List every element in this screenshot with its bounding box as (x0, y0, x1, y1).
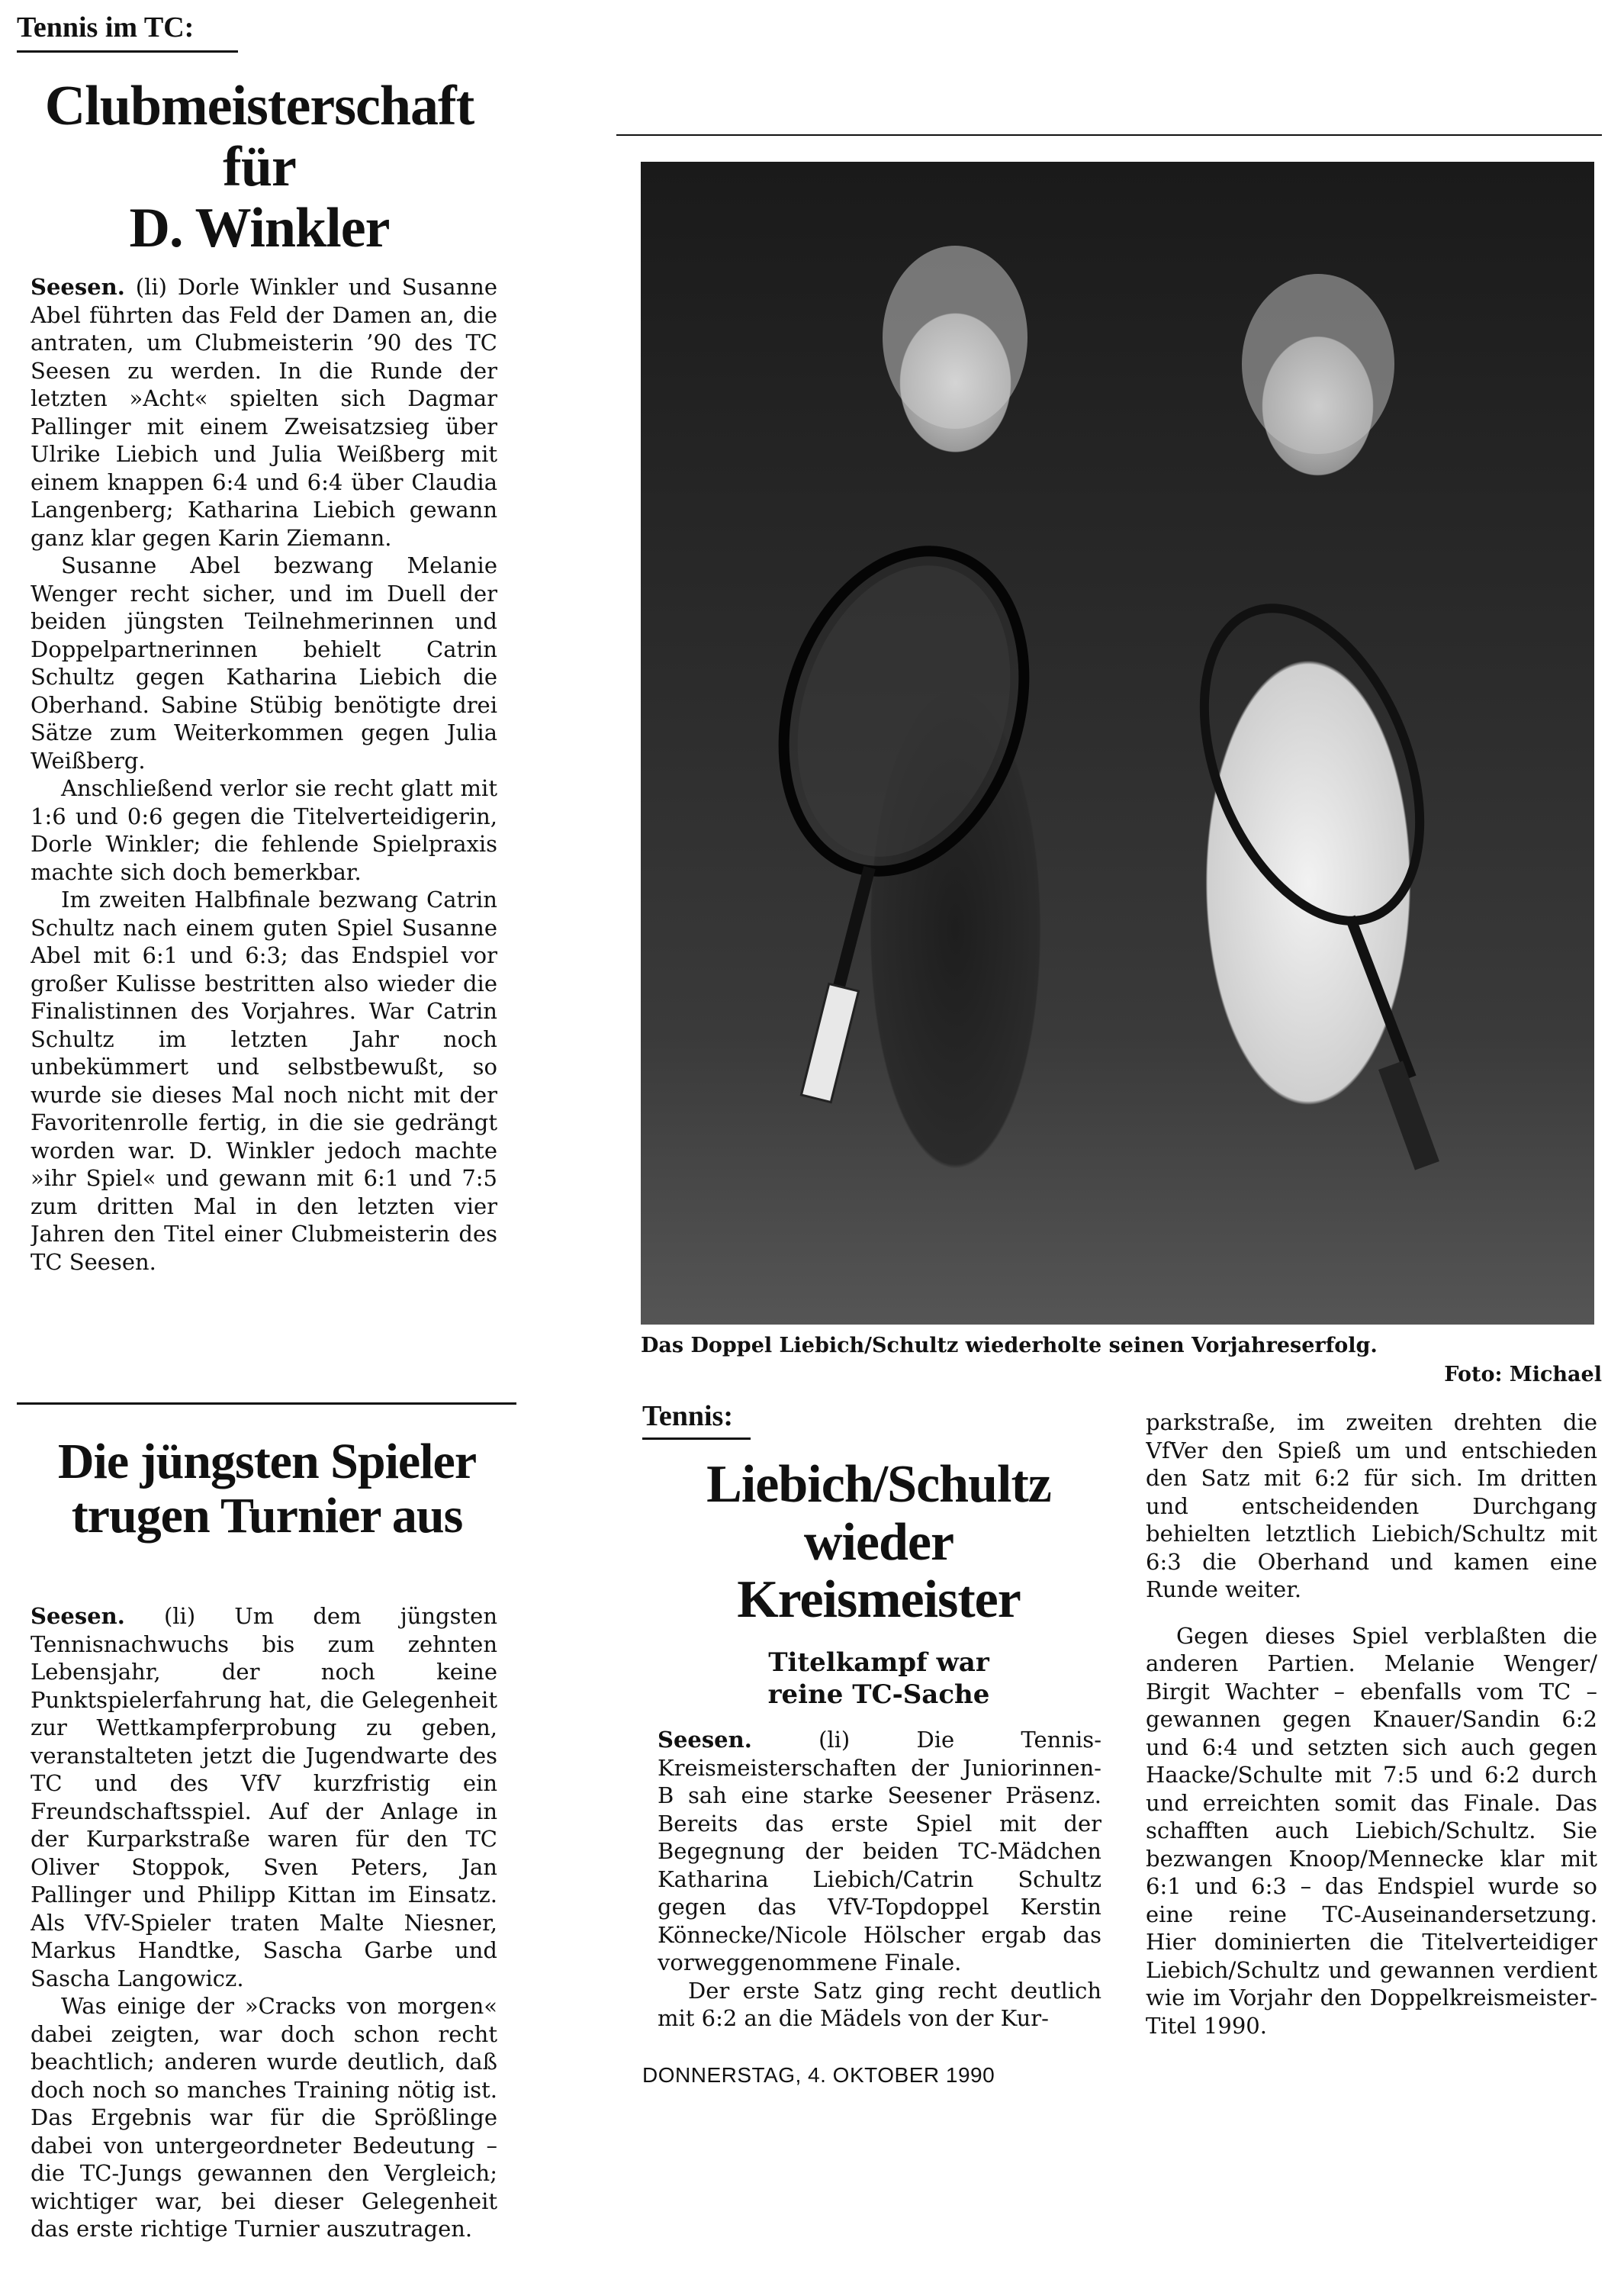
article1-headline (8, 76, 511, 259)
article3-kicker-text: Tennis: (642, 1400, 733, 1432)
photo-illustration-icon (641, 162, 1594, 1325)
article1-headline-line1: Clubmeisterschaft (44, 75, 474, 137)
article3-dateline: Seesen. (658, 1727, 752, 1753)
article1-kicker (17, 11, 238, 53)
article3-headline-line2: wieder (803, 1512, 954, 1572)
tennis-photo (641, 162, 1594, 1325)
article1-paragraph: Im zweiten Halbfinale bezwang Catrin Schultz nach einem guten Spiel Susanne Abel mit 6:1 und 6:3; das Endspiel vor großer Kulisse bestritten also wieder die Finalistinnen des Vorjahres. War Catrin Schultz im letzten Jahr noch unbekümmert und selbstbewußt, so wurde sie dieses Mal noch nicht mit der Favoritenrolle fertig, in die sie gedrängt worden war. D. Winkler jedoch machte »ihr Spiel« und gewann mit 6:1 und 7:5 zum dritten Mal in den letzten vier Jahren den Titel einer Clubmeisterin des TC Seesen. (31, 887, 497, 1275)
article3-subhead (642, 1647, 1115, 1711)
article3-headline-line3: Kreismeister (737, 1570, 1021, 1630)
article1-headline-line3: D. Winkler (129, 196, 390, 259)
article2-headline-line1: Die jüngsten Spieler (57, 1434, 477, 1489)
article2-body (31, 1602, 497, 2274)
left-racket-icon (744, 520, 1063, 1102)
article2-paragraph: Was einige der »Cracks von morgen« dabei zeigten, war doch schon recht beachtlich; anderen wurde deutlich, daß doch noch so manches Training nötig ist. Das Ergebnis war für die Sprößlinge dabei von untergeordneter Bedeutung – die TC-Jungs gewannen den Vergleich; wichtiger war, bei dieser Gelegenheit das erste richtige Turnier auszutragen. (31, 1993, 497, 2242)
article1-paragraph: Susanne Abel bezwang Melanie Wenger recht sicher, und im Duell der beiden jüngsten Teilnehmerinnen und Doppelpartnerinnen behielt Catrin Schultz gegen Katharina Liebich die Oberhand. Sabine Stübig benötigte drei Sätze zum Weiterkommen gegen Julia Weißberg. (31, 552, 497, 774)
article2-paragraph: Seesen. (li) Um dem jüngsten Tennisnachwuchs bis zum zehnten Lebensjahr, der noch keine Punktspielerfahrung hat, die Gelegenheit zur Wettkampferprobung zu geben, veranstalteten jetzt die Jugendwarte des TC und des VfV kurzfristig ein Freundschaftsspiel. Auf der Anlage in der Kurparkstraße waren für den TC Oliver Stoppok, Sven Peters, Jan Pallinger und Philipp Kittan im Einsatz. Als VfV-Spieler traten Malte Niesner, Markus Handtke, Sascha Garbe und Sascha Langowicz. (31, 1603, 497, 1991)
article3-paragraph: Seesen. (li) Die Tennis-Kreismeisterschaften der Juniorinnen-B sah eine starke Seesener Präsenz. Bereits das erste Spiel mit der Begegnung der beiden TC-Mädchen Katharina Liebich/Catrin Schultz gegen das VfV-Topdoppel Kerstin Könnecke/Nicole Hölscher ergab das vorweggenommene Finale. (658, 1727, 1101, 1975)
footer-date: DONNERSTAG, 4. OKTOBER 1990 (642, 2063, 995, 2087)
article1-paragraph: Seesen. (li) Dorle Winkler und Susanne Abel führten das Feld der Damen an, die antraten, um Clubmeisterin ’90 des TC Seesen zu werden. In die Runde der letzten »Acht« spielten sich Dagmar Pallinger mit einem Zweisatzsieg über Ulrike Liebich und Julia Weißberg mit einem knappen 6:4 und 6:4 über Claudia Langenberg; Katharina Liebich gewann ganz klar gegen Karin Ziemann. (31, 274, 497, 551)
photo-top-rule (616, 134, 1602, 136)
article2-headline-line2: trugen Turnier aus (71, 1488, 463, 1544)
article3-headline-line1: Liebich/Schultz (706, 1455, 1051, 1514)
article3-kicker (642, 1399, 751, 1440)
article2-headline (15, 1434, 519, 1544)
article3-paragraph: Der erste Satz ging recht deutlich mit 6:2 an die Mädels von der Kur- (658, 1977, 1101, 2031)
article3-paragraph: Gegen dieses Spiel verblaßten die anderen Partien. Melanie Wenger/ Birgit Wachter – ebenfalls vom TC – gewannen gegen Knauer/Sandin 6:2 und 6:4 und setzten sich auch gegen Haacke/Schulte mit 7:5 und 6:2 durch und erreichten somit das Finale. Das schafften auch Liebich/Schultz. Sie bezwangen Knoop/Mennecke klar mit 6:1 und 6:3 – das Endspiel wurde so eine reine TC-Auseinandersetzung. Hier dominierten die Titelverteidiger Liebich/Schultz und gewannen verdient wie im Vorjahr den Doppelkreismeister-Titel 1990. (1146, 1622, 1597, 2039)
article1-paragraph: Anschließend verlor sie recht glatt mit 1:6 und 0:6 gegen die Titelverteidigerin, Dorle Winkler; die fehlende Spielpraxis machte sich doch bemerkbar. (31, 775, 497, 885)
right-face-icon (1242, 274, 1394, 454)
article3-col1 (658, 1726, 1101, 2050)
article2-dateline: Seesen. (31, 1603, 125, 1629)
article3-headline (642, 1456, 1115, 1629)
left-face-icon (883, 246, 1027, 429)
article1-kicker-text: Tennis im TC: (17, 11, 195, 43)
article1-dateline: Seesen. (31, 274, 125, 300)
article3-subhead-line2: reine TC-Sache (767, 1679, 990, 1710)
right-racket-icon (1163, 577, 1462, 1170)
article3-subhead-line1: Titelkampf war (768, 1647, 989, 1678)
article1-body (31, 273, 497, 1387)
separator-rule (17, 1402, 516, 1405)
article3-col2 (1146, 1408, 1597, 2072)
article1-headline-line2: für (223, 135, 296, 198)
photo-caption: Das Doppel Liebich/Schultz wiederholte seinen Vorjahreserfolg. (641, 1334, 1378, 1357)
article3-paragraph: parkstraße, im zweiten drehten die VfVer den Spieß um und entschieden den Satz mit 6:2 für sich. Im dritten und entscheidenden Durchgang behielten letztlich Liebich/Schultz mit 6:3 die Oberhand und kamen eine Runde weiter. (1146, 1409, 1597, 1602)
photo-credit: Foto: Michael (1444, 1363, 1602, 1386)
